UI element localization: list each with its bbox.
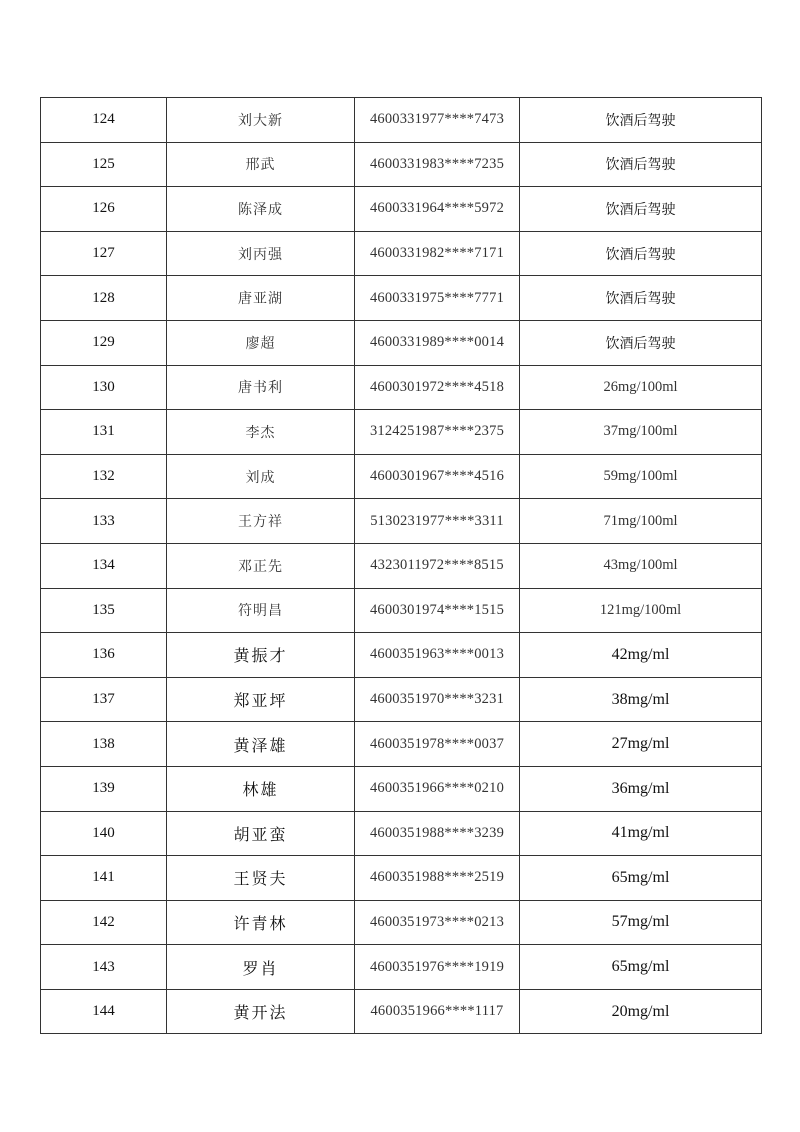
violation-result: 饮酒后驾驶 — [520, 187, 762, 232]
row-number: 137 — [41, 677, 167, 722]
id-number: 4600351970****3231 — [355, 677, 520, 722]
record-table — [40, 97, 762, 1034]
id-number: 4600351978****0037 — [355, 722, 520, 767]
table-row — [41, 98, 762, 143]
id-number: 4600331975****7771 — [355, 276, 520, 321]
table-row — [41, 320, 762, 365]
person-name: 李杰 — [167, 410, 355, 455]
row-number: 143 — [41, 945, 167, 990]
id-number: 4600331989****0014 — [355, 320, 520, 365]
id-number: 4600351976****1919 — [355, 945, 520, 990]
alcohol-concentration: 71mg/100ml — [520, 499, 762, 544]
person-name: 胡亚蛮 — [167, 811, 355, 856]
row-number: 131 — [41, 410, 167, 455]
violation-result: 饮酒后驾驶 — [520, 231, 762, 276]
alcohol-concentration: 41mg/ml — [520, 811, 762, 856]
table-row — [41, 410, 762, 455]
person-name: 王方祥 — [167, 499, 355, 544]
person-name: 唐书利 — [167, 365, 355, 410]
violation-result: 饮酒后驾驶 — [520, 142, 762, 187]
alcohol-concentration: 43mg/100ml — [520, 543, 762, 588]
table-row — [41, 365, 762, 410]
row-number: 126 — [41, 187, 167, 232]
person-name: 邓正先 — [167, 543, 355, 588]
table-row — [41, 766, 762, 811]
id-number: 4600331982****7171 — [355, 231, 520, 276]
person-name: 刘丙强 — [167, 231, 355, 276]
id-number: 4600301967****4516 — [355, 454, 520, 499]
alcohol-concentration: 42mg/ml — [520, 633, 762, 678]
id-number: 4600351963****0013 — [355, 633, 520, 678]
alcohol-concentration: 59mg/100ml — [520, 454, 762, 499]
id-number: 4600351988****2519 — [355, 856, 520, 901]
table-row — [41, 633, 762, 678]
table-row — [41, 677, 762, 722]
id-number: 4600351966****1117 — [355, 989, 520, 1034]
table-row — [41, 499, 762, 544]
person-name: 许青林 — [167, 900, 355, 945]
id-number: 4600331983****7235 — [355, 142, 520, 187]
row-number: 135 — [41, 588, 167, 633]
violation-result: 饮酒后驾驶 — [520, 276, 762, 321]
person-name: 陈泽成 — [167, 187, 355, 232]
alcohol-concentration: 36mg/ml — [520, 766, 762, 811]
id-number: 4323011972****8515 — [355, 543, 520, 588]
table-row — [41, 543, 762, 588]
table-row — [41, 811, 762, 856]
row-number: 124 — [41, 98, 167, 143]
alcohol-concentration: 65mg/ml — [520, 856, 762, 901]
row-number: 144 — [41, 989, 167, 1034]
table-row — [41, 900, 762, 945]
person-name: 黄泽雄 — [167, 722, 355, 767]
table-row — [41, 945, 762, 990]
table-row — [41, 989, 762, 1034]
row-number: 141 — [41, 856, 167, 901]
row-number: 138 — [41, 722, 167, 767]
record-table-body — [41, 98, 762, 1034]
id-number: 4600351988****3239 — [355, 811, 520, 856]
person-name: 刘成 — [167, 454, 355, 499]
row-number: 134 — [41, 543, 167, 588]
alcohol-concentration: 57mg/ml — [520, 900, 762, 945]
record-table-container — [40, 97, 761, 1034]
person-name: 林雄 — [167, 766, 355, 811]
table-row — [41, 187, 762, 232]
alcohol-concentration: 26mg/100ml — [520, 365, 762, 410]
row-number: 128 — [41, 276, 167, 321]
row-number: 130 — [41, 365, 167, 410]
row-number: 136 — [41, 633, 167, 678]
row-number: 132 — [41, 454, 167, 499]
row-number: 142 — [41, 900, 167, 945]
person-name: 郑亚坪 — [167, 677, 355, 722]
table-row — [41, 588, 762, 633]
alcohol-concentration: 121mg/100ml — [520, 588, 762, 633]
id-number: 4600331964****5972 — [355, 187, 520, 232]
person-name: 王贤夫 — [167, 856, 355, 901]
person-name: 黄振才 — [167, 633, 355, 678]
id-number: 4600301974****1515 — [355, 588, 520, 633]
row-number: 127 — [41, 231, 167, 276]
table-row — [41, 142, 762, 187]
table-row — [41, 276, 762, 321]
alcohol-concentration: 27mg/ml — [520, 722, 762, 767]
row-number: 125 — [41, 142, 167, 187]
row-number: 129 — [41, 320, 167, 365]
row-number: 133 — [41, 499, 167, 544]
person-name: 廖超 — [167, 320, 355, 365]
id-number: 4600351973****0213 — [355, 900, 520, 945]
person-name: 符明昌 — [167, 588, 355, 633]
id-number: 4600301972****4518 — [355, 365, 520, 410]
violation-result: 饮酒后驾驶 — [520, 320, 762, 365]
violation-result: 饮酒后驾驶 — [520, 98, 762, 143]
person-name: 邢武 — [167, 142, 355, 187]
alcohol-concentration: 20mg/ml — [520, 989, 762, 1034]
alcohol-concentration: 37mg/100ml — [520, 410, 762, 455]
alcohol-concentration: 65mg/ml — [520, 945, 762, 990]
person-name: 黄开法 — [167, 989, 355, 1034]
table-row — [41, 856, 762, 901]
row-number: 139 — [41, 766, 167, 811]
table-row — [41, 722, 762, 767]
table-row — [41, 454, 762, 499]
person-name: 罗肖 — [167, 945, 355, 990]
row-number: 140 — [41, 811, 167, 856]
id-number: 3124251987****2375 — [355, 410, 520, 455]
person-name: 刘大新 — [167, 98, 355, 143]
person-name: 唐亚湖 — [167, 276, 355, 321]
id-number: 4600351966****0210 — [355, 766, 520, 811]
alcohol-concentration: 38mg/ml — [520, 677, 762, 722]
id-number: 4600331977****7473 — [355, 98, 520, 143]
table-row — [41, 231, 762, 276]
id-number: 5130231977****3311 — [355, 499, 520, 544]
